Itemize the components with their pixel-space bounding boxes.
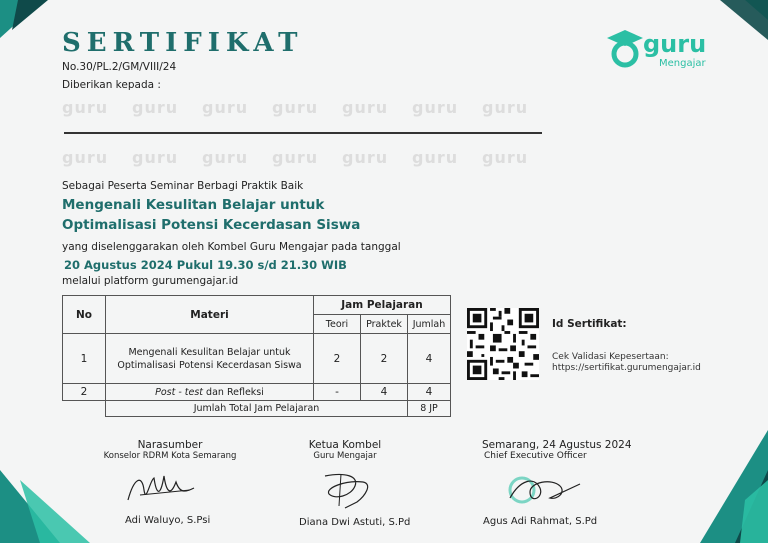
seminar-title-line2: Optimalisasi Potensi Kecerdasan Siswa [62,217,361,233]
signature-block-chair [270,439,420,461]
signer-name: Adi Waluyo, S.Psi [125,515,211,526]
name-underline [64,132,542,134]
guru-mengajar-logo [607,28,727,73]
row-jumlah: 4 [408,334,451,384]
row-praktek: 2 [361,334,408,384]
watermark: guru [482,148,529,167]
row-materi-line1: Mengenali Kesulitan Belajar untuk [128,346,291,358]
total-label: Jumlah Total Jam Pelajaran [106,401,408,417]
participant-line: Sebagai Peserta Seminar Berbagi Praktik Baik [62,180,304,192]
signature-scribble [315,466,385,511]
row-materi-rest: dan Refleksi [203,386,264,398]
signer-name: Agus Adi Rahmat, S.Pd [483,516,598,527]
watermark: guru [482,98,529,117]
seminar-title-line1: Mengenali Kesulitan Belajar untuk [62,197,325,213]
certificate-number: No.30/PL.2/GM/VIII/24 [62,61,177,73]
watermark: guru [202,98,249,117]
logo-name: guru [643,30,707,58]
given-to-label: Diberikan kepada : [62,79,161,91]
row-materi-line2: Optimalisasi Potensi Kecerdasan Siswa [117,359,302,371]
recipient-name-area [62,98,544,168]
watermark: guru [342,98,389,117]
signer-subtitle: Konselor RDRM Kota Semarang [103,451,237,461]
logo-subtitle: Mengajar [659,58,706,69]
watermark: guru [62,148,109,167]
platform-line: melalui platform gurumengajar.id [62,275,239,287]
watermark: guru [412,148,459,167]
organizer-line: yang diselenggarakan oleh Kombel Guru Mengajar pada tanggal [62,241,401,253]
signer-role: Semarang, 24 Agustus 2024 [482,439,632,451]
validation-url[interactable]: https://sertifikat.gurumengajar.id [552,363,701,373]
row-materi-italic: Post - test [155,386,204,398]
row-praktek: 4 [361,384,408,401]
mortarboard-icon [607,28,643,68]
signer-name: Diana Dwi Astuti, S.Pd [299,517,411,528]
header-jam: Jam Pelajaran [314,296,451,315]
signature-with-stamp [500,470,590,510]
signer-subtitle: Guru Mengajar [313,451,377,461]
event-date: 20 Agustus 2024 Pukul 19.30 s/d 21.30 WIB [64,258,347,272]
signer-subtitle: Chief Executive Officer [484,451,587,461]
watermark: guru [272,148,319,167]
watermark: guru [412,98,459,117]
signer-role: Narasumber [137,439,203,451]
watermark: guru [62,98,109,117]
header-praktek: Praktek [361,315,408,334]
total-value: 8 JP [408,401,451,417]
seminar-title [62,195,360,235]
row-no: 2 [63,384,106,401]
watermark: guru [132,98,179,117]
watermark: guru [342,148,389,167]
signature-block-speaker [80,439,260,461]
lesson-hours-table [62,295,451,417]
qr-code[interactable] [467,308,539,380]
table-row [63,384,451,401]
signature-block-ceo [470,439,650,461]
row-materi [106,334,314,384]
table-row [63,334,451,384]
watermark: guru [132,148,179,167]
watermark: guru [202,148,249,167]
signature-scribble [120,470,200,510]
validation-info [552,352,701,374]
signer-role: Ketua Kombel [308,439,382,451]
header-materi: Materi [106,296,314,334]
row-no: 1 [63,334,106,384]
certificate-title: SERTIFIKAT [62,28,304,58]
row-teori: 2 [314,334,361,384]
header-no: No [63,296,106,334]
watermark: guru [272,98,319,117]
row-materi [106,384,314,401]
certificate-id-label: Id Sertifikat: [552,318,627,330]
validation-label: Cek Validasi Kepesertaan: [552,352,669,362]
table-total-row [63,401,451,417]
header-teori: Teori [314,315,361,334]
row-jumlah: 4 [408,384,451,401]
row-teori: - [314,384,361,401]
header-jumlah: Jumlah [408,315,451,334]
